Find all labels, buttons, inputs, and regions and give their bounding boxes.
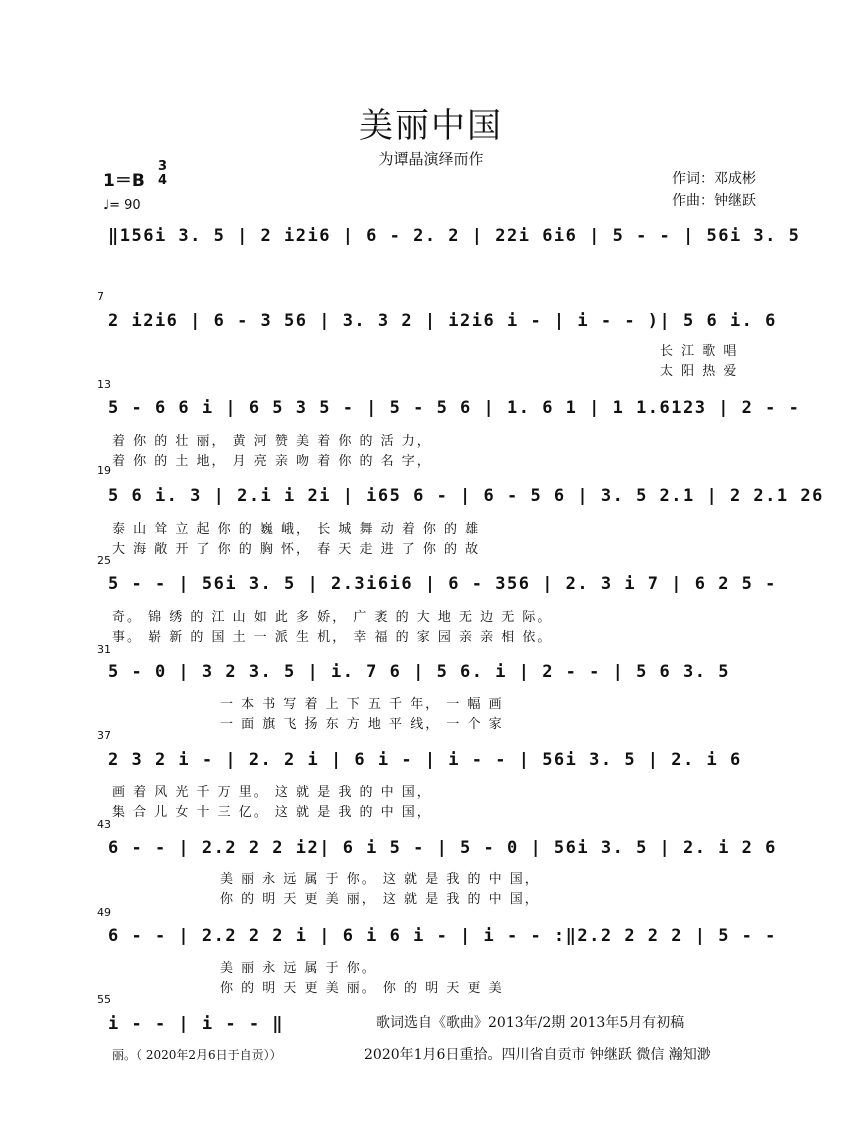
lyric-line: 集 合 儿 女 十 三 亿。 这 就 是 我 的 中 国， — [112, 805, 432, 820]
time-signature — [158, 160, 167, 188]
bar-number: 55 — [97, 993, 111, 1006]
lyric-line: 画 着 风 光 千 万 里。 这 就 是 我 的 中 国， — [112, 785, 432, 800]
lyric-line: 长 江 歌 唱 — [660, 344, 739, 359]
notation-line-9: 6 - - | 2.2 2 2 i | 6 i 6 i - | i - - :‖2.2 2 2 2 | 5 - - — [108, 926, 777, 946]
lyric-line: 你 的 明 天 更 美 丽。 你 的 明 天 更 美 — [220, 981, 504, 996]
lyric-line: 太 阳 热 爱 — [660, 364, 739, 379]
subtitle: 为谭晶演绎而作 — [378, 150, 484, 168]
lyricist-credit: 作词：邓成彬 — [672, 171, 756, 187]
lyric-line: 事。 崭 新 的 国 土 一 派 生 机， 幸 福 的 家 园 亲 亲 相 依。 — [112, 630, 553, 645]
composer-credit: 作曲：钟继跃 — [672, 193, 756, 209]
notation-line-2: 2 i2i6 | 6 - 3 56 | 3. 3 2 | i2i6 i - | i - - )| 5 6 i. 6 — [108, 311, 777, 331]
lyric-line: 泰 山 耸 立 起 你 的 巍 峨， 长 城 舞 动 着 你 的 雄 — [112, 522, 481, 537]
bar-number: 49 — [97, 906, 111, 919]
lyric-line: 美 丽 永 远 属 于 你。 — [220, 961, 377, 976]
notation-line-4: 5 6 i. 3 | 2.i i 2i | i65 6 - | 6 - 5 6 | 3. 5 2.1 | 2 2.1 26 — [108, 486, 824, 506]
notation-line-7: 2 3 2 i - | 2. 2 i | 6 i - | i - - | 56i 3. 5 | 2. i 6 — [108, 750, 742, 770]
bar-number: 13 — [97, 378, 111, 391]
page-title: 美丽中国 — [359, 106, 503, 146]
lyric-line: 着 你 的 土 地， 月 亮 亲 吻 着 你 的 名 字， — [112, 454, 432, 469]
bar-number: 43 — [97, 818, 111, 831]
lyric-line: 大 海 敞 开 了 你 的 胸 怀， 春 天 走 进 了 你 的 故 — [112, 542, 481, 557]
notation-line-1: ‖156i 3. 5 | 2 i2i6 | 6 - 2. 2 | 22i 6i6 | 5 - - | 56i 3. 5 — [108, 226, 801, 246]
time-signature-top: 3 — [158, 159, 168, 174]
lyric-line: 一 本 书 写 着 上 下 五 千 年， 一 幅 画 — [220, 697, 504, 712]
time-signature-bottom: 4 — [158, 173, 168, 188]
key-signature: 1＝B — [103, 171, 145, 191]
bar-number: 37 — [97, 729, 111, 742]
bar-number: 31 — [97, 643, 111, 656]
bar-number: 25 — [97, 554, 111, 567]
lyric-line: 着 你 的 壮 丽， 黄 河 赞 美 着 你 的 活 力， — [112, 434, 432, 449]
end-note: 丽。（ 2020年2月6日于自贡）） — [112, 1048, 282, 1062]
lyric-line: 你 的 明 天 更 美 丽， 这 就 是 我 的 中 国， — [220, 892, 540, 907]
notation-line-3: 5 - 6 6 i | 6 5 3 5 - | 5 - 5 6 | 1. 6 1 | 1 1.6123 | 2 - - — [108, 398, 801, 418]
bar-number: 7 — [97, 290, 104, 303]
notation-line-6: 5 - 0 | 3 2 3. 5 | i. 7 6 | 5 6. i | 2 - - | 5 6 3. 5 — [108, 662, 730, 682]
bar-number: 19 — [97, 464, 111, 477]
notation-line-8: 6 - - | 2.2 2 2 i2| 6 i 5 - | 5 - 0 | 56i 3. 5 | 2. i 2 6 — [108, 838, 777, 858]
lyric-line: 美 丽 永 远 属 于 你。 这 就 是 我 的 中 国， — [220, 872, 540, 887]
source-note: 歌词选自《歌曲》2013年/2期 2013年5月有初稿 — [376, 1015, 685, 1031]
lyric-line: 奇。 锦 绣 的 江 山 如 此 多 娇， 广 袤 的 大 地 无 边 无 际。 — [112, 610, 553, 625]
notation-line-5: 5 - - | 56i 3. 5 | 2.3i6i6 | 6 - 356 | 2. 3 i 7 | 6 2 5 - — [108, 574, 777, 594]
tempo-mark: ♩= 90 — [103, 198, 141, 213]
notation-line-10: i - - | i - - ‖ — [108, 1014, 285, 1034]
lyric-line: 一 面 旗 飞 扬 东 方 地 平 线， 一 个 家 — [220, 717, 504, 732]
revision-note: 2020年1月6日重拾。四川省自贡市 钟继跃 微信 瀚知渺 — [364, 1047, 711, 1063]
